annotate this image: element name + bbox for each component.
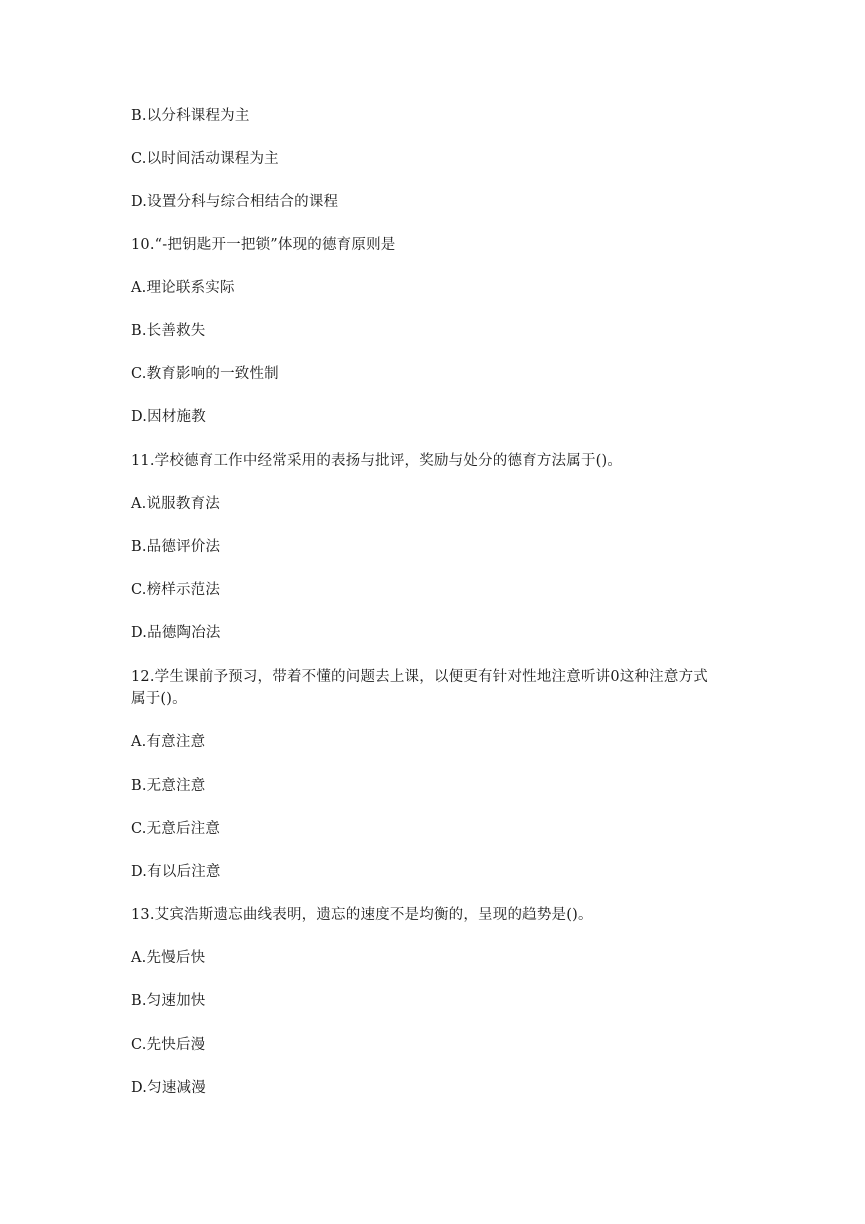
question-line: 10.“-把钥匙开一把锁”体现的德育原则是 — [131, 237, 396, 253]
option-line: A.先慢后快 — [131, 950, 206, 966]
option-line: B.匀速加快 — [131, 993, 206, 1009]
option-line: A.有意注意 — [131, 734, 206, 750]
option-line: B.以分科课程为主 — [131, 108, 250, 124]
question-line: 13.艾宾浩斯遗忘曲线表明，遗忘的速度不是均衡的，呈现的趋势是()。 — [131, 907, 593, 923]
option-line: C.先快后漫 — [131, 1037, 206, 1053]
option-line: B.品德评价法 — [131, 539, 221, 555]
option-line: A.理论联系实际 — [131, 280, 235, 296]
option-line: C.榜样示范法 — [131, 582, 221, 598]
question-line: 11.学校德育工作中经常采用的表扬与批评，奖励与处分的德育方法属于()。 — [131, 453, 623, 469]
option-line: D.匀速减漫 — [131, 1080, 206, 1096]
option-line: A.说服教育法 — [131, 496, 220, 512]
option-line: C.以时间活动课程为主 — [131, 151, 279, 167]
option-line: B.无意注意 — [131, 778, 206, 794]
question-line-continued: 属于()。 — [131, 691, 187, 707]
option-line: D.有以后注意 — [131, 864, 221, 880]
option-line: C.教育影响的一致性制 — [131, 366, 279, 382]
option-line: C.无意后注意 — [131, 821, 221, 837]
question-line: 12.学生课前予预习，带着不懂的问题去上课，以便更有针对性地注意听讲0这种注意方式 — [131, 669, 708, 685]
option-line: D.设置分科与综合相结合的课程 — [131, 194, 339, 210]
option-line: D.因材施教 — [131, 409, 206, 425]
option-line: B.长善救失 — [131, 323, 206, 339]
option-line: D.品德陶冶法 — [131, 625, 221, 641]
